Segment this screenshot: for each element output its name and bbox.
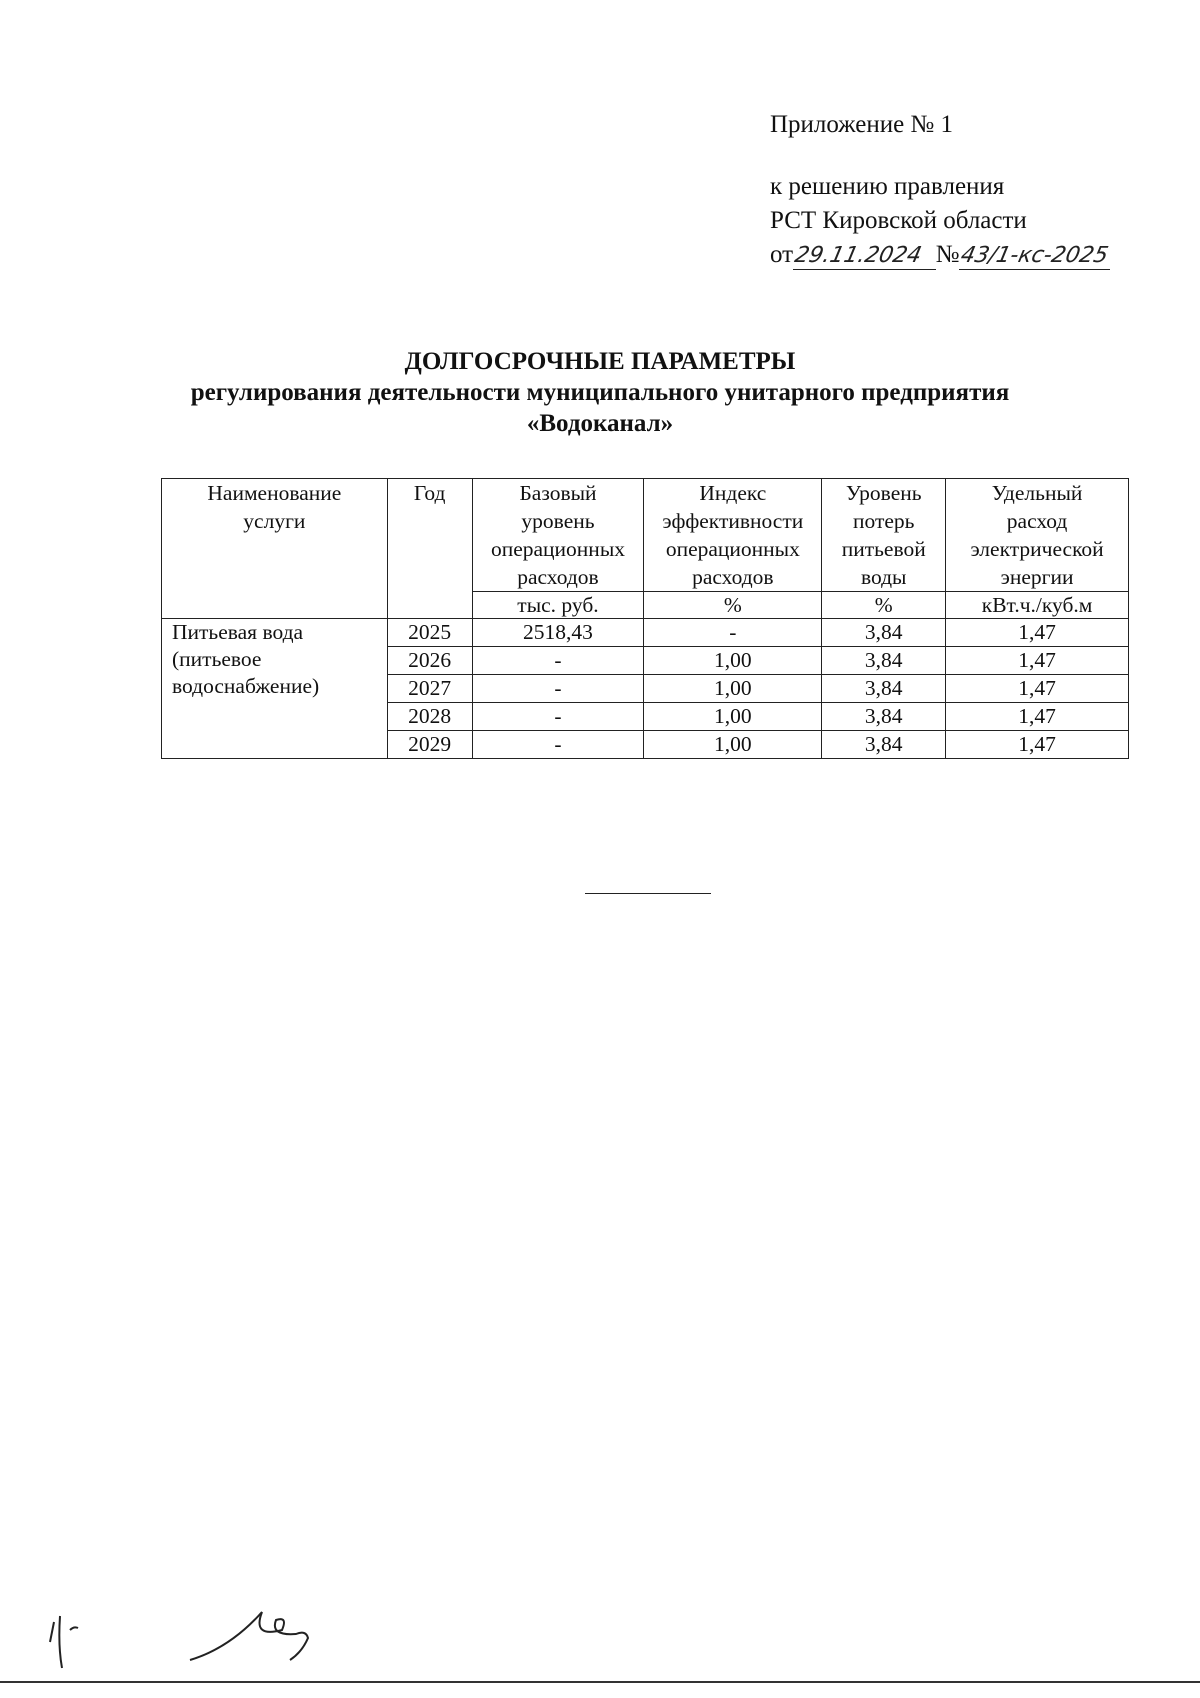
table-cell: 2028 [387,703,472,731]
table-cell: 1,00 [644,731,822,759]
table-cell: 1,00 [644,675,822,703]
bottom-rule [0,1681,1200,1683]
unit-cell: % [644,592,822,619]
table-cell: 3,84 [822,703,946,731]
appendix-line-1: к решению правления [770,173,1005,200]
header-energy-use: Удельный расход электрической энергии [946,479,1129,592]
table-cell: 1,47 [946,703,1129,731]
table-cell: 2026 [387,647,472,675]
number-blank [959,242,1110,270]
unit-cell: % [822,592,946,619]
table-cell: 1,00 [644,703,822,731]
date-prefix: от [770,241,794,268]
service-name-cell: Питьевая вода (питьевое водоснабжение) [162,619,388,759]
table-cell: 1,47 [946,647,1129,675]
table-cell: 3,84 [822,675,946,703]
table-cell: 1,47 [946,675,1129,703]
table-cell: - [472,647,644,675]
header-service: Наименование услуги [162,479,388,619]
title-line-2: регулирования деятельности муниципального унитарного предприятия [190,379,1010,406]
table-cell: 1,00 [644,647,822,675]
handwritten-date: 29.11.2024 [792,243,924,268]
header-water-loss: Уровень потерь питьевой воды [822,479,946,592]
table-cell: 2029 [387,731,472,759]
parameters-table [161,478,1129,759]
appendix-block [770,108,1110,272]
header-row [162,479,1129,592]
header-efficiency-index: Индекс эффективности операционных расходов [644,479,822,592]
table-row [162,619,1129,647]
table-cell: 3,84 [822,619,946,647]
table-cell: 2518,43 [472,619,644,647]
table-cell: 2027 [387,675,472,703]
table-cell: 3,84 [822,647,946,675]
appendix-date-line [770,238,1110,272]
appendix-line-2: РСТ Кировской области [770,207,1027,234]
handwritten-number: 43/1-кс-2025 [958,243,1111,268]
table-cell: 2025 [387,619,472,647]
appendix-label: Приложение № 1 [770,111,954,138]
title-line-3: «Водоканал» [526,410,674,437]
closing-divider [585,893,711,894]
header-base-opex: Базовый уровень операционных расходов [472,479,644,592]
table-cell: - [472,731,644,759]
signature-marks [40,1560,340,1670]
table-cell: 1,47 [946,619,1129,647]
unit-cell: тыс. руб. [472,592,644,619]
date-blank [793,242,935,270]
table-cell: - [472,675,644,703]
header-year: Год [387,479,472,619]
table-cell: - [644,619,822,647]
document-title [0,346,1200,439]
number-prefix: № [935,241,960,268]
table-cell: 1,47 [946,731,1129,759]
table-cell: - [472,703,644,731]
table-cell: 3,84 [822,731,946,759]
title-line-1: ДОЛГОСРОЧНЫЕ ПАРАМЕТРЫ [404,348,796,375]
unit-cell: кВт.ч./куб.м [946,592,1129,619]
